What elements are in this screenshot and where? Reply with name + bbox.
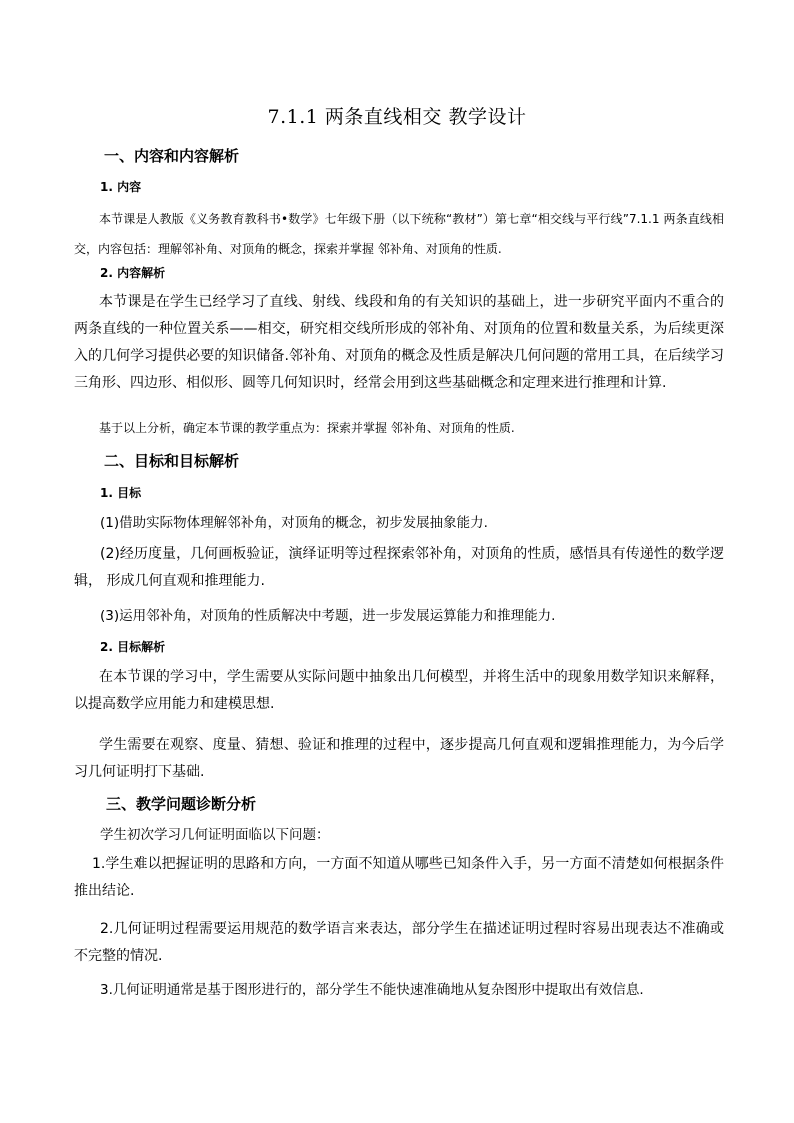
- diagnosis-intro: 学生初次学习几何证明面临以下问题：: [100, 827, 330, 843]
- diagnosis-item-2: 2.几何证明过程需要运用规范的数学语言来表达，部分学生在描述证明过程时容易出现表达不准确或不完整的情况.: [74, 921, 724, 964]
- page-title: 7.1.1 两条直线相交 教学设计: [267, 106, 527, 128]
- section-heading-content: 一、内容和内容解析: [104, 147, 240, 165]
- paragraph-goal-analysis-2: 学生需要在观察、度量、猜想、验证和推理的过程中，逐步提高几何直观和逻辑推理能力，为今后学习几何证明打下基础.: [74, 737, 724, 780]
- section-heading-goals: 二、目标和目标解析: [104, 452, 240, 470]
- goal-item-2: (2)经历度量，几何画板验证，演绎证明等过程探索邻补角，对顶角的性质，感悟具有传递性的数学逻辑， 形成几何直观和推理能力.: [74, 546, 724, 589]
- goal-item-1: (1)借助实际物体理解邻补角，对顶角的概念，初步发展抽象能力.: [100, 515, 488, 531]
- diagnosis-item-1: 1.学生难以把握证明的思路和方向，一方面不知道从哪些已知条件入手，另一方面不清楚如何根据条件推出结论.: [74, 856, 724, 899]
- subheading-content-analysis: 2. 内容解析: [100, 266, 166, 280]
- paragraph-content: 本节课是人教版《义务教育教科书•数学》七年级下册（以下统称“教材”）第七章“相交线与平行线”7.1.1 两条直线相交，内容包括：理解邻补角、对顶角的概念，探索并掌握 邻补角、对顶角的性质.: [74, 212, 724, 256]
- subheading-goals: 1. 目标: [100, 486, 142, 500]
- subheading-content: 1. 内容: [100, 180, 142, 194]
- diagnosis-item-3: 3.几何证明通常是基于图形进行的，部分学生不能快速准确地从复杂图形中提取出有效信息.: [100, 982, 644, 998]
- paragraph-goal-analysis-1: 在本节课的学习中，学生需要从实际问题中抽象出几何模型，并将生活中的现象用数学知识来解释，以提高数学应用能力和建模思想.: [74, 669, 724, 712]
- paragraph-content-analysis: 本节课是在学生已经学习了直线、射线、线段和角的有关知识的基础上，进一步研究平面内不重合的两条直线的一种位置关系——相交，研究相交线所形成的邻补角、对顶角的位置和数量关系，为后续更深入的几何学习提供必要的知识储备.邻补角、对顶角的概念及性质是解决几何问题的常用工具，在后续学习三角形、四边形、相似形、圆等几何知识时，经常会用到这些基础概念和定理来进行推理和计算.: [74, 294, 724, 391]
- subheading-goal-analysis: 2. 目标解析: [100, 640, 166, 654]
- section-heading-diagnosis: 三、教学问题诊断分析: [106, 795, 257, 813]
- goal-item-3: (3)运用邻补角，对顶角的性质解决中考题，进一步发展运算能力和推理能力.: [100, 608, 556, 624]
- paragraph-key-point: 基于以上分析，确定本节课的教学重点为：探索并掌握 邻补角、对顶角的性质.: [99, 421, 515, 435]
